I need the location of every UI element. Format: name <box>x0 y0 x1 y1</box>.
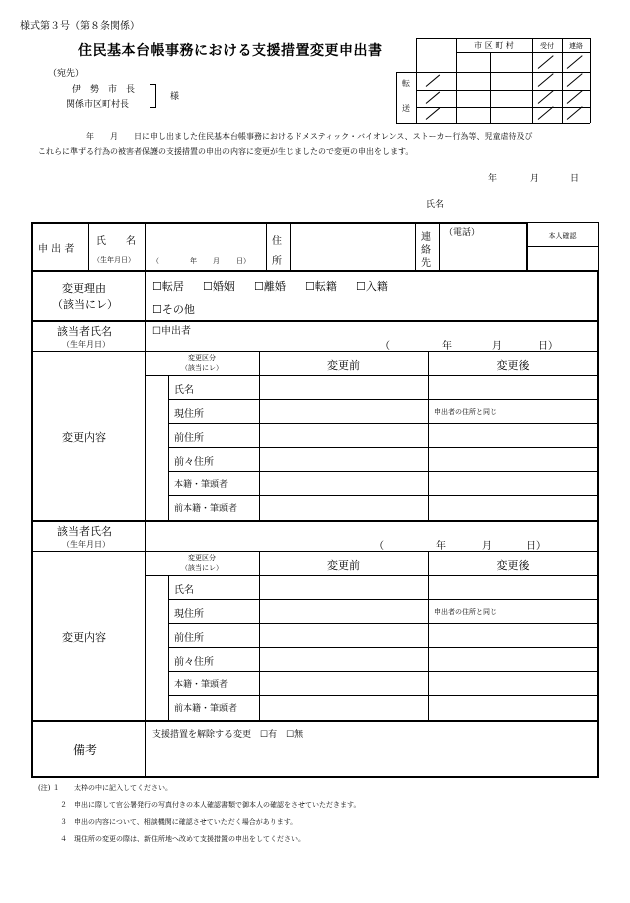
ten-label: 転 <box>402 79 410 88</box>
kubun-label-1: 変更区分 <box>188 354 216 362</box>
before-header-2: 変更前 <box>327 559 360 572</box>
same-address-note-2: 申出者の住所と同じ <box>434 608 497 616</box>
birth-paren: （ <box>152 257 159 265</box>
note-num-4: ４ <box>60 835 67 843</box>
contact-label-3: 先 <box>421 258 431 269</box>
note-2: 申出に際して官公署発行の写真付きの本人確認書類で御本人の確認をさせていただきます。 <box>74 801 361 809</box>
target-birth-paren-1: （ <box>380 341 390 352</box>
row-domicile-2: 本籍・筆頭者 <box>174 680 229 690</box>
city-label: 市 区 町 村 <box>474 41 514 50</box>
intro-line-2: これらに準ずる行為の被害者保護の支援措置の申出の内容に変更が生じましたので変更の申出をします。 <box>38 147 414 156</box>
reason-label: 変更理由 <box>62 282 106 295</box>
reason-option-transfer[interactable]: ☐転籍 <box>305 280 337 293</box>
addressee-label: （宛先） <box>48 69 85 79</box>
note-num-2: ２ <box>60 801 67 809</box>
kubun-sub-label-2: （該当にレ） <box>181 564 223 572</box>
kubun-label-2: 変更区分 <box>188 554 216 562</box>
target-birth-day-2: 日） <box>526 541 546 552</box>
same-as-applicant-checkbox[interactable]: ☐申出者 <box>152 326 191 337</box>
remarks-label: 備考 <box>73 743 98 757</box>
after-header-1: 変更後 <box>496 359 530 372</box>
change-content-label-1: 変更内容 <box>62 431 106 444</box>
note-3: 申出の内容について、相談機関に確認させていただく場合があります。 <box>74 818 298 826</box>
renraku-label: 連絡 <box>569 42 583 50</box>
target-birth-day-1: 日） <box>538 341 558 352</box>
row-prev-prev-address-2: 前々住所 <box>174 657 214 668</box>
row-prev-prev-address-1: 前々住所 <box>174 457 214 468</box>
change-content-label-2: 変更内容 <box>62 631 106 644</box>
target-birth-year-2: 年 <box>436 541 446 552</box>
address-label-2: 所 <box>272 256 282 267</box>
identity-check-label: 本人確認 <box>548 232 577 240</box>
reason-option-divorce[interactable]: ☐離婚 <box>254 280 286 293</box>
row-prev-domicile-1: 前本籍・筆頭者 <box>174 504 238 514</box>
sama-label: 様 <box>170 92 180 102</box>
contact-label-2: 絡 <box>421 245 431 256</box>
after-header-2: 変更後 <box>496 559 530 572</box>
target-birth-label-2: （生年月日） <box>62 540 110 549</box>
mayor-related: 関係市区町村長 <box>66 100 130 110</box>
reason-option-other[interactable]: ☐その他 <box>152 303 195 316</box>
row-previous-address-2: 前住所 <box>174 633 204 644</box>
contact-label-1: 連 <box>421 232 431 243</box>
bracket <box>150 84 156 108</box>
applicant-label: 申 出 者 <box>38 244 75 255</box>
row-prev-domicile-2: 前本籍・筆頭者 <box>174 704 238 714</box>
note-num-3: ３ <box>60 818 67 826</box>
target-name-label-2: 該当者氏名 <box>57 525 112 538</box>
row-previous-address-1: 前住所 <box>174 433 204 444</box>
row-domicile-1: 本籍・筆頭者 <box>174 480 229 490</box>
date-month: 月 <box>530 174 540 184</box>
date-day: 日 <box>570 174 580 184</box>
row-current-address-2: 現住所 <box>174 609 204 620</box>
row-current-address-1: 現住所 <box>174 409 204 420</box>
note-prefix: (注) １ <box>38 784 60 792</box>
birth-year: 年 <box>190 257 197 265</box>
target-birth-month-1: 月 <box>492 341 502 352</box>
signature-name-label: 氏名 <box>426 200 445 210</box>
mayor-ise: 伊 勢 市 長 <box>72 85 136 95</box>
release-support-question[interactable]: 支援措置を解除する変更 ☐有 ☐無 <box>152 730 304 740</box>
reason-option-register[interactable]: ☐入籍 <box>356 280 388 293</box>
same-address-note-1: 申出者の住所と同じ <box>434 408 497 416</box>
reason-option-marriage[interactable]: ☐婚姻 <box>203 280 235 293</box>
birth-day: 日） <box>236 257 250 265</box>
target-name-label-1: 該当者氏名 <box>57 325 112 338</box>
reason-sub-label: （該当にレ） <box>52 298 118 311</box>
birth-month: 月 <box>213 257 220 265</box>
intro-line-1: 年 月 日に申し出ました住民基本台帳事務におけるドメスティック・バイオレンス、ストーカー行為等、児童虐待及び <box>86 132 533 141</box>
target-birth-month-2: 月 <box>482 541 492 552</box>
date-year: 年 <box>488 174 498 184</box>
target-birth-paren-2: （ <box>374 541 384 552</box>
uketsuke-label: 受付 <box>540 42 554 50</box>
target-birth-label-1: （生年月日） <box>62 340 110 349</box>
birth-label: （生年月日） <box>93 256 135 264</box>
name-label: 氏 名 <box>96 236 136 247</box>
form-title: 住民基本台帳事務における支援措置変更申出書 <box>78 43 383 59</box>
sou-label: 送 <box>402 104 410 113</box>
row-name-2: 氏名 <box>174 585 194 596</box>
note-4: 現住所の変更の際は、新住所地へ改めて支援措置の申出をしてください。 <box>74 835 305 843</box>
note-1: 太枠の中に記入してください。 <box>74 784 172 792</box>
before-header-1: 変更前 <box>327 359 360 372</box>
form-number: 様式第３号（第８条関係） <box>20 21 140 32</box>
reason-option-move[interactable]: ☐転居 <box>152 280 184 293</box>
kubun-sub-label-1: （該当にレ） <box>181 364 223 372</box>
phone-label: （電話） <box>444 228 481 238</box>
row-name-1: 氏名 <box>174 385 194 396</box>
target-birth-year-1: 年 <box>442 341 452 352</box>
address-label-1: 住 <box>272 236 282 247</box>
